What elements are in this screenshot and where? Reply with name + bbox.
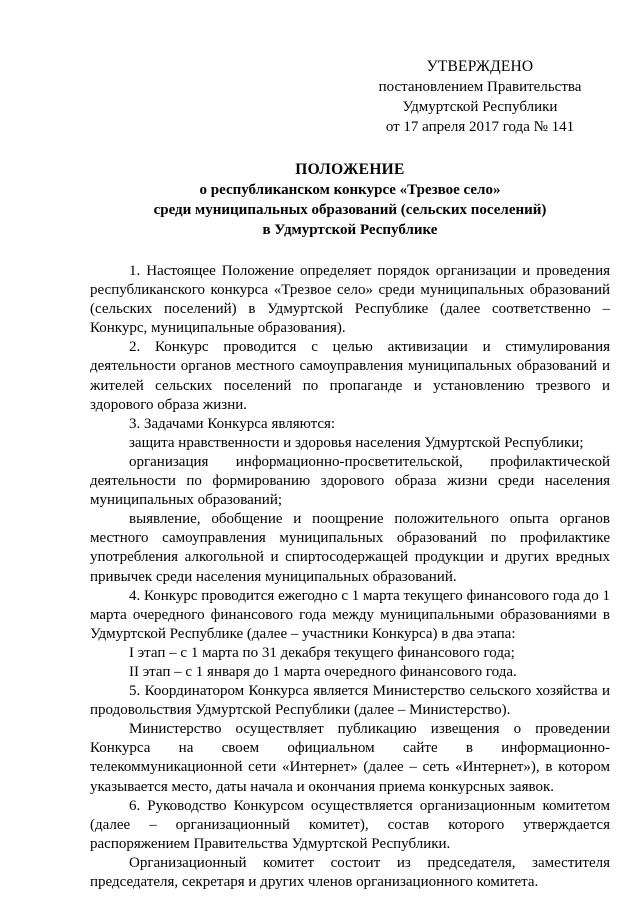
title-line-2: среди муниципальных образований (сельских поселений) <box>153 202 547 218</box>
title-main: ПОЛОЖЕНИЕ <box>295 161 405 178</box>
paragraph-4: 4. Конкурс проводится ежегодно с 1 марта текущего финансового года до 1 марта очередного финансового года между муниципальными образованиями в Удмуртской Республике (далее – участники Конкурса) в два этапа: <box>90 587 610 642</box>
approval-heading: УТВЕРЖДЕНО <box>426 58 534 75</box>
paragraph-1: 1. Настоящее Положение определяет порядок организации и проведения республиканского конкурса «Трезвое село» среди муниципальных образований (сельских поселений) в Удмуртской Республике (далее соответственно – Конкурс, муниципальные образования). <box>90 263 610 337</box>
document-body <box>90 262 610 892</box>
paragraph-5-continued: Министерство осуществляет публикацию извещения о проведении Конкурса на своем официальном сайте в информационно-телекоммуникационной сети «Интернет» (далее – сеть «Интернет»), в котором указывается место, даты начала и окончания приема конкурсных заявок. <box>90 721 610 795</box>
paragraph-2: 2. Конкурс проводится с целью активизации и стимулирования деятельности органов местного самоуправления муниципальных образований и жителей сельских поселений по пропаганде и установлению трезвого и здорового образа жизни. <box>90 339 610 413</box>
approval-line-1: постановлением Правительства <box>378 79 582 95</box>
paragraph-6: 6. Руководство Конкурсом осуществляется организационным комитетом (далее – организационный комитет), состав которого утверждается распоряжением Правительства Удмуртской Республики. <box>90 797 610 852</box>
approval-line-2: Удмуртской Республики <box>402 99 558 115</box>
title-line-1: о республиканском конкурсе «Трезвое село» <box>199 182 501 198</box>
paragraph-3-item-1: защита нравственности и здоровья населения Удмуртской Республики; <box>129 434 584 451</box>
approval-stamp <box>360 57 600 137</box>
paragraph-3-item-2: организация информационно-просветительской, профилактической деятельности по формированию здорового образа жизни среди населения муниципальных образований; <box>90 453 610 509</box>
paragraph-3: 3. Задачами Конкурса являются: <box>129 415 336 432</box>
document-title <box>90 160 610 240</box>
paragraph-6-continued: Организационный комитет состоит из председателя, заместителя председателя, секретаря и других членов организационного комитета. <box>90 854 610 890</box>
paragraph-4-stage-1: I этап – с 1 марта по 31 декабря текущего финансового года; <box>129 644 515 661</box>
paragraph-3-item-3: выявление, обобщение и поощрение положительного опыта органов местного самоуправления муниципальных образований по профилактике употребления алкогольной и спиртосодержащей продукции и других вредных привычек среди населения муниципальных образований. <box>90 511 610 585</box>
title-line-3: в Удмуртской Республике <box>262 222 438 238</box>
paragraph-5: 5. Координатором Конкурса является Министерство сельского хозяйства и продовольствия Удмуртской Республики (далее – Министерство). <box>90 683 610 719</box>
paragraph-4-stage-2: II этап – с 1 января до 1 марта очередного финансового года. <box>129 663 517 680</box>
approval-line-3: от 17 апреля 2017 года № 141 <box>385 119 575 135</box>
